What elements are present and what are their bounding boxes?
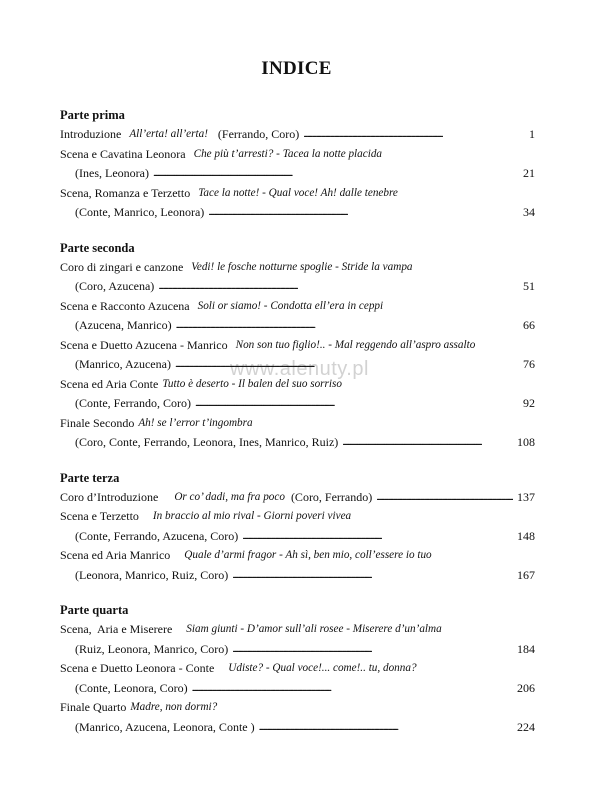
index-entry-line: [60, 433, 535, 453]
index-content: [60, 106, 535, 753]
index-entry-line: [60, 336, 535, 356]
index-entry-line: [60, 546, 535, 566]
entry-page-number: 92: [523, 396, 535, 410]
entry-cast: (Manrico, Azucena): [75, 357, 171, 371]
entry-label: Scena e Cavatina Leonora: [60, 146, 186, 161]
entry-cast: (Azucena, Manrico): [75, 318, 172, 332]
index-entry-line: [60, 527, 535, 547]
entry-page-number: 224: [517, 719, 535, 734]
entry-cast: (Coro, Conte, Ferrando, Leonora, Ines, Manrico, Ruiz): [75, 435, 339, 449]
entry-lyric: Vedi! le fosche notturne spoglie - Stride la vampa: [191, 260, 413, 273]
entry-page-number: 66: [523, 318, 535, 332]
section-heading: Parte quarta: [60, 603, 129, 617]
entry-page-number: 34: [523, 205, 535, 219]
index-entry-line: [60, 203, 535, 223]
dot-leader: [192, 678, 513, 699]
index-entry-line: [60, 277, 535, 297]
index-entry-line: [60, 640, 535, 660]
entry-cast: (Leonora, Manrico, Ruiz, Coro): [75, 567, 229, 582]
index-entry-line: [60, 258, 535, 278]
entry-page-number: 148: [517, 528, 535, 543]
entry-label: Scena ed Aria Manrico: [60, 548, 171, 562]
entry-page-number: 1: [529, 127, 535, 141]
entry-cast: (Ines, Leonora): [75, 166, 149, 180]
index-entry-line: [60, 145, 535, 165]
entry-cast: (Conte, Ferrando, Azucena, Coro): [75, 528, 239, 543]
entry-page-number: 137: [517, 489, 535, 504]
entry-lyric: Madre, non dormi?: [130, 701, 218, 713]
dot-leader: [175, 354, 519, 375]
entry-lyric: Udiste? - Qual voce!... come!.. tu, donna?: [228, 662, 417, 674]
watermark-text: www.alenuty.pl: [230, 358, 369, 380]
index-entry-line: [60, 718, 535, 738]
index-entry-line: [60, 679, 535, 699]
index-entry-line: [60, 316, 535, 336]
section-heading: Parte prima: [60, 108, 125, 122]
index-entry-line: [60, 394, 535, 414]
entry-label: Scena, Romanza e Terzetto: [60, 185, 191, 200]
entry-label: Finale Quarto: [60, 700, 127, 714]
entry-label: Coro d’Introduzione: [60, 489, 159, 504]
dot-leader: [176, 315, 519, 336]
entry-cast: (Manrico, Azucena, Leonora, Conte ): [75, 719, 255, 734]
entry-label: Introduzione: [60, 127, 122, 141]
entry-cast: (Ruiz, Leonora, Manrico, Coro): [75, 641, 229, 656]
section-parte-terza: [60, 469, 535, 586]
entry-label: Scena e Duetto Azucena - Manrico: [60, 337, 228, 352]
entry-label: Scena e Racconto Azucena: [60, 298, 190, 313]
entry-lyric: Non son tuo figlio!.. - Mal reggendo all’aspro assalto: [235, 338, 476, 351]
index-entry-line: [60, 355, 535, 375]
entry-cast: (Conte, Ferrando, Coro): [75, 396, 191, 410]
entry-lyric: In braccio al mio rival - Giorni poveri vivea: [152, 510, 352, 522]
page-title: INDICE: [261, 58, 332, 79]
dot-leader: [376, 487, 513, 508]
entry-page-number: 184: [517, 641, 535, 656]
entry-cast: (Ferrando, Coro): [217, 127, 300, 141]
entry-page-number: 76: [523, 357, 535, 371]
section-parte-prima: [60, 106, 535, 223]
dot-leader: [232, 639, 513, 660]
index-entry-line: [60, 297, 535, 317]
section-parte-seconda: [60, 239, 535, 453]
dot-leader: [195, 393, 519, 414]
entry-lyric: Quale d’armi fragor - Ah sì, ben mio, coll’essere io tuo: [184, 549, 432, 561]
entry-lyric: Tace la notte! - Qual voce! Ah! dalle tenebre: [198, 186, 398, 199]
entry-lyric: Or co’ dadi, ma fra poco: [174, 490, 285, 503]
dot-leader: [208, 202, 519, 223]
entry-page-number: 206: [517, 680, 535, 695]
entry-lyric: Soli or siamo! - Condotta ell’era in ceppi: [197, 299, 384, 312]
entry-cast: (Coro, Azucena): [75, 279, 155, 293]
dot-leader: [242, 526, 513, 547]
entry-cast: (Coro, Ferrando): [290, 489, 373, 504]
section-heading: Parte terza: [60, 470, 120, 485]
index-entry-line: [60, 184, 535, 204]
section-heading: Parte seconda: [60, 240, 135, 255]
index-entry-line: [60, 507, 535, 527]
entry-lyric: Che più t’arresti? - Tacea la notte placida: [193, 147, 383, 160]
entry-page-number: 108: [517, 435, 535, 449]
dot-leader: [303, 124, 525, 145]
index-entry-line: [60, 414, 535, 434]
entry-cast: (Conte, Leonora, Coro): [75, 680, 188, 695]
entry-lyric: Tutto è deserto - Il balen del suo sorriso: [162, 377, 342, 390]
index-entry-line: [60, 375, 535, 395]
entry-label: Scena ed Aria Conte: [60, 376, 159, 391]
entry-label: Scena, Aria e Miserere: [60, 622, 173, 636]
dot-leader: [259, 717, 513, 738]
index-entry-line: [60, 566, 535, 586]
entry-page-number: 21: [523, 166, 535, 180]
entry-label: Coro di zingari e canzone: [60, 259, 184, 274]
entry-label: Finale Secondo: [60, 415, 135, 430]
dot-leader: [232, 565, 513, 586]
section-parte-quarta: [60, 601, 535, 737]
entry-lyric: Siam giunti - D’amor sull’ali rosee - Miserere d’un’alma: [186, 623, 442, 635]
entry-label: Scena e Terzetto: [60, 509, 139, 523]
entry-label: Scena e Duetto Leonora - Conte: [60, 661, 215, 675]
index-entry-line: [60, 698, 535, 718]
dot-leader: [158, 276, 519, 297]
index-entry-line: [60, 125, 535, 145]
dot-leader: [153, 163, 519, 184]
entry-lyric: All’erta! all’erta!: [129, 128, 208, 140]
entry-page-number: 51: [523, 279, 535, 293]
index-entry-line: [60, 659, 535, 679]
entry-cast: (Conte, Manrico, Leonora): [75, 205, 205, 219]
index-entry-line: [60, 164, 535, 184]
entry-page-number: 167: [517, 567, 535, 582]
index-entry-line: [60, 488, 535, 508]
entry-lyric: Ah! se l’error t’ingombra: [138, 416, 253, 429]
dot-leader: [342, 432, 513, 453]
index-entry-line: [60, 620, 535, 640]
